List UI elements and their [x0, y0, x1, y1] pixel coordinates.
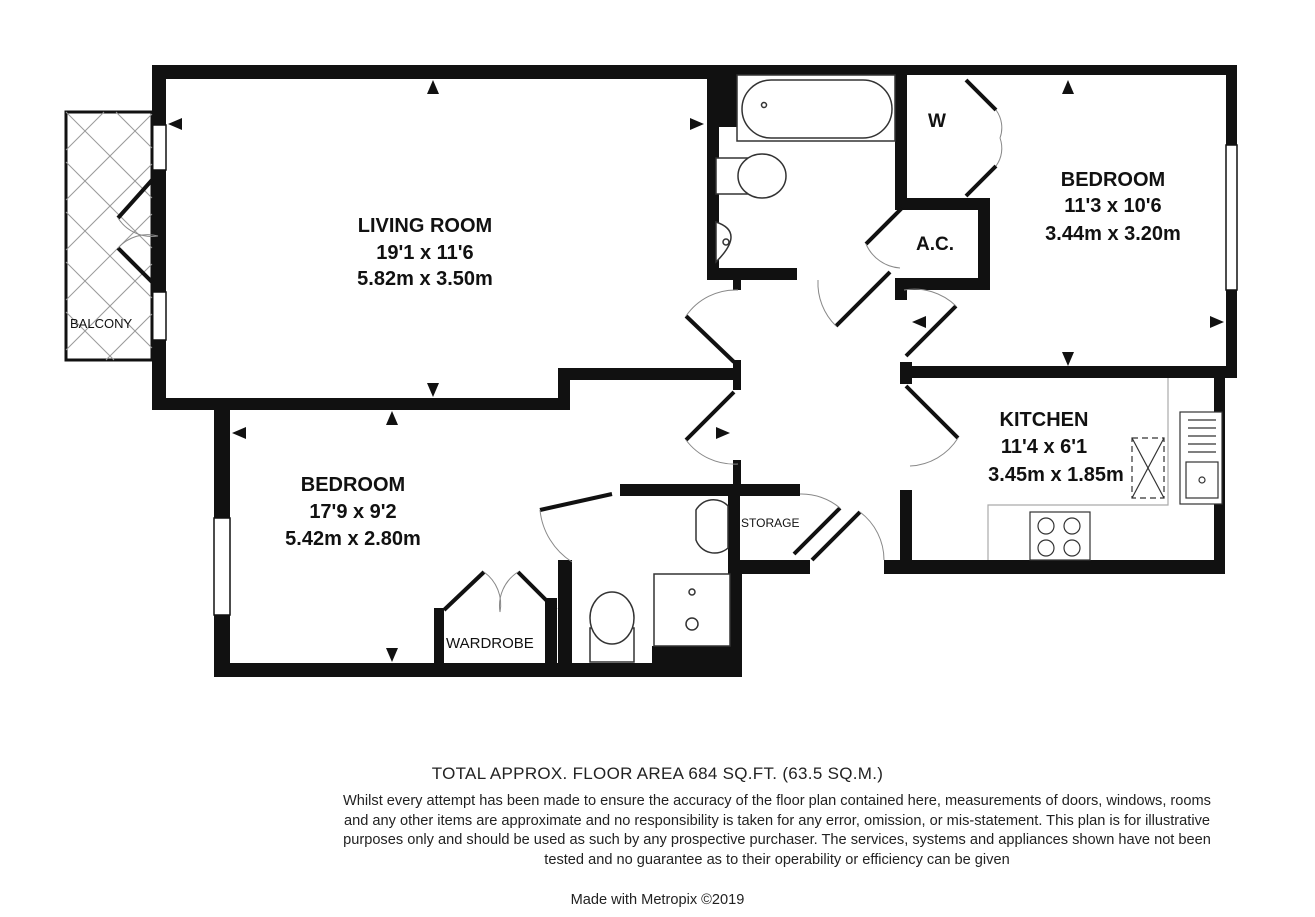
- bedroom-2-name: BEDROOM: [300, 474, 406, 496]
- disclaimer-text: Whilst every attempt has been made to ensure the accuracy of the floor plan contained here, measurements of doors, windows, rooms and any other items are approximate and no responsibility is taken for any error, omission, or mis-statement. This plan is for illustrative purposes only and should be used as such by any prospective purchaser. The services, systems and appliances shown have not been tested and no guarantee as to their operability or efficiency can be given: [343, 793, 1211, 868]
- credit-text: Made with Metropix ©2019: [570, 892, 745, 908]
- w-label: W: [928, 111, 946, 132]
- doors: [118, 80, 996, 610]
- living-room-dim-imperial: 19'1 x 11'6: [376, 242, 474, 264]
- living-room-name: LIVING ROOM: [357, 215, 493, 237]
- bedroom-1-dim-metric: 3.44m x 3.20m: [1045, 223, 1181, 245]
- bedroom-1-name: BEDROOM: [1060, 169, 1166, 191]
- kitchen-dim-imperial: 11'4 x 6'1: [1000, 436, 1088, 458]
- bedroom-1-dim-imperial: 11'3 x 10'6: [1064, 195, 1162, 217]
- balcony-label: BALCONY: [70, 316, 133, 331]
- bedroom-2-dim-imperial: 17'9 x 9'2: [309, 501, 397, 523]
- kitchen-dim-metric: 3.45m x 1.85m: [988, 464, 1124, 486]
- bedroom-2-dim-metric: 5.42m x 2.80m: [285, 528, 421, 550]
- living-room-dim-metric: 5.82m x 3.50m: [357, 268, 493, 290]
- door-swings: [118, 110, 1002, 612]
- ac-label: A.C.: [916, 234, 954, 255]
- kitchen-name: KITCHEN: [999, 409, 1089, 431]
- total-floor-area: TOTAL APPROX. FLOOR AREA 684 SQ.FT. (63.5 SQ.M.): [431, 764, 884, 783]
- wardrobe-label: WARDROBE: [446, 635, 534, 652]
- storage-label: STORAGE: [741, 516, 800, 530]
